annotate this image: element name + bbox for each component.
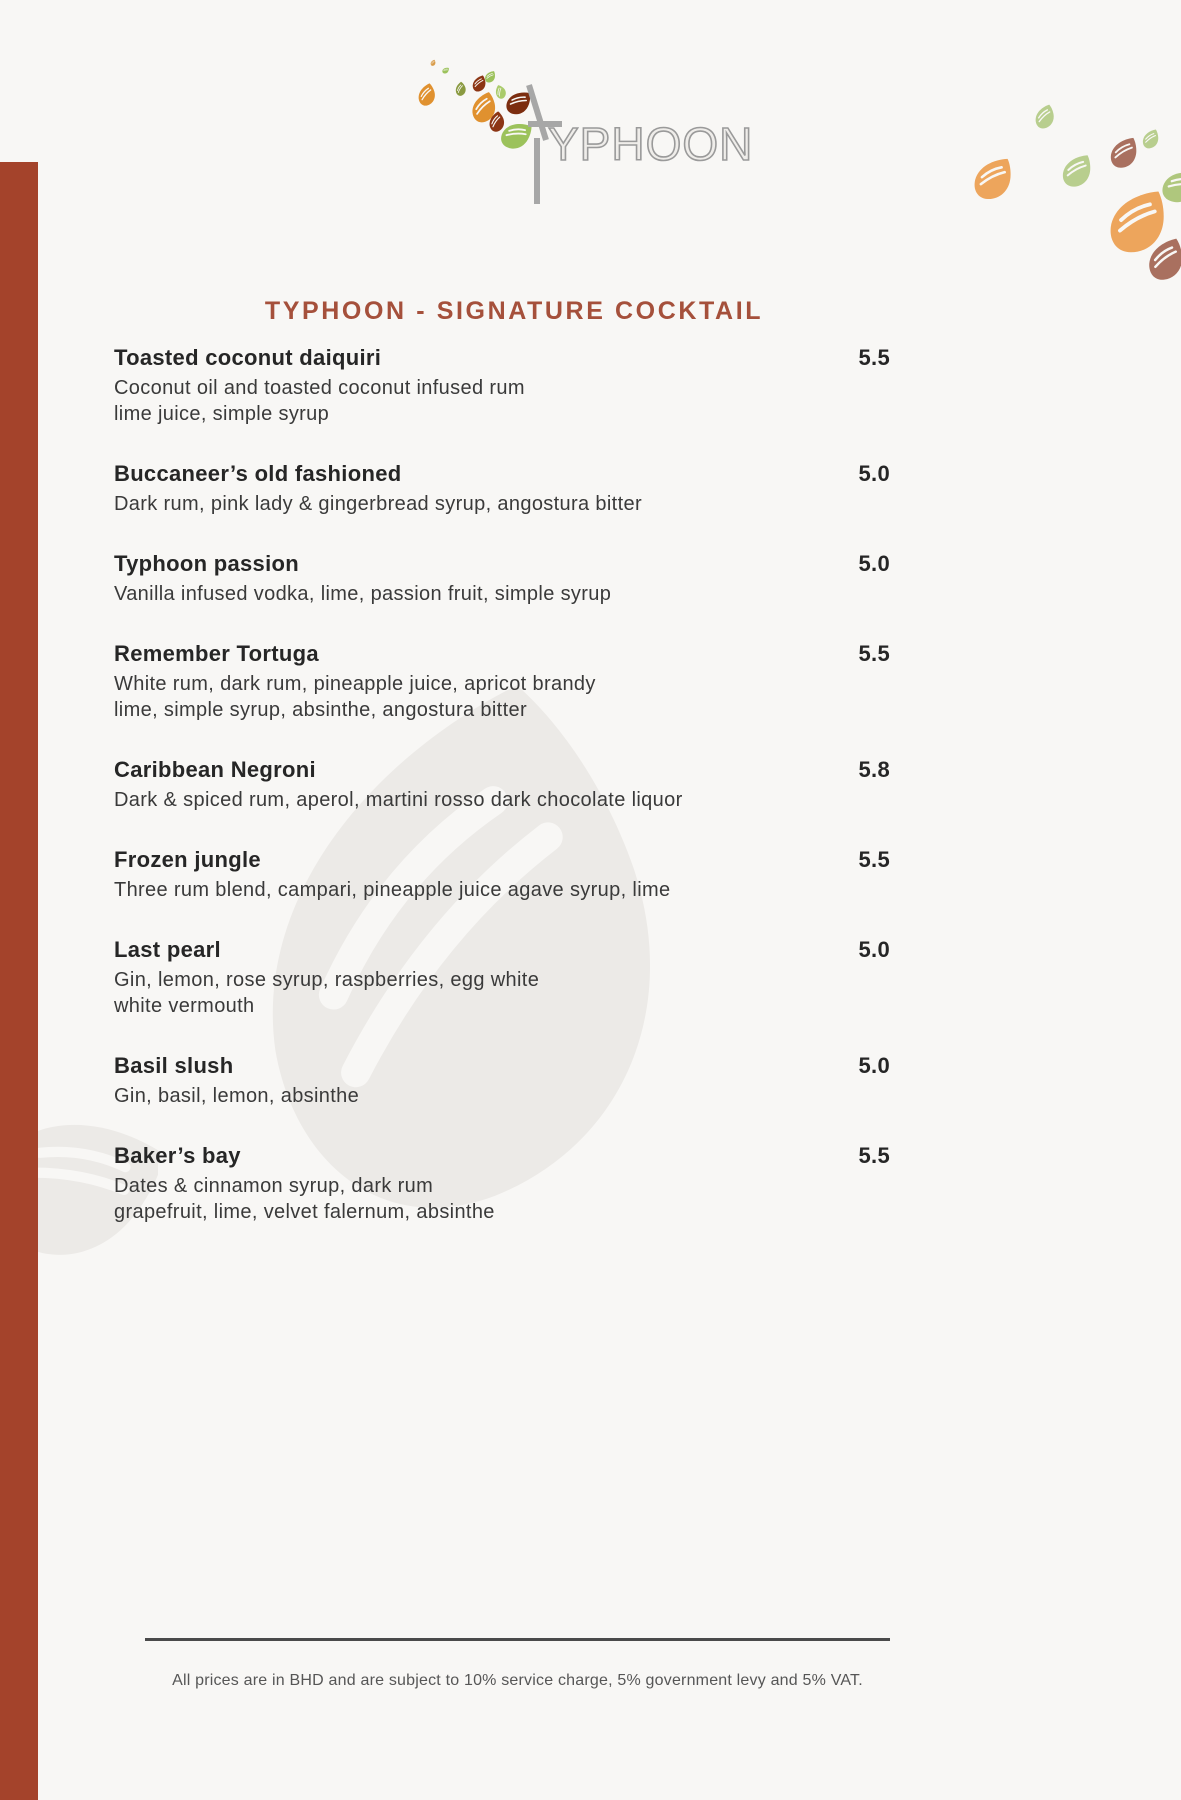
menu-item-price: 5.5 [858, 1143, 890, 1168]
menu-item-description [114, 877, 890, 903]
menu-item-description [114, 1173, 890, 1225]
menu-item [114, 1143, 890, 1225]
leaf-cluster-decoration [960, 95, 1181, 280]
leaf-icon [414, 60, 532, 153]
menu-item-price: 5.5 [858, 641, 890, 666]
menu-item-name: Basil slush [114, 1053, 234, 1078]
menu-item-description [114, 375, 890, 427]
menu-item-description [114, 581, 890, 607]
menu-item-description [114, 491, 890, 517]
menu-item-name: Toasted coconut daiquiri [114, 345, 382, 370]
menu-item-description [114, 787, 890, 813]
menu-item-desc-line: Dark rum, pink lady & gingerbread syrup, angostura bitter [114, 493, 642, 515]
menu-item-price: 5.0 [858, 551, 890, 576]
menu-item [114, 757, 890, 813]
menu-item-name: Frozen jungle [114, 847, 261, 872]
menu-item-desc-line: White rum, dark rum, pineapple juice, apricot brandy [114, 673, 596, 695]
menu-item-desc-line: Vanilla infused vodka, lime, passion fruit, simple syrup [114, 583, 612, 605]
menu-item [114, 345, 890, 427]
menu-item-name: Last pearl [114, 937, 221, 962]
left-accent-bar [0, 162, 38, 1800]
menu-item-desc-line: Dark & spiced rum, aperol, martini rosso dark chocolate liquor [114, 789, 683, 811]
logo-wordmark: YPHOON [548, 118, 754, 170]
menu-item-desc-line: lime juice, simple syrup [114, 403, 330, 425]
menu-item-name: Caribbean Negroni [114, 757, 316, 782]
footer-divider [145, 1638, 890, 1641]
menu-item [114, 937, 890, 1019]
menu-item-desc-line: Gin, basil, lemon, absinthe [114, 1085, 360, 1107]
menu-item-desc-line: white vermouth [114, 995, 255, 1017]
menu-item-price: 5.0 [858, 1053, 890, 1078]
menu-item-price: 5.5 [858, 847, 890, 872]
menu-item-name: Baker’s bay [114, 1143, 241, 1168]
menu-item-price: 5.5 [858, 345, 890, 370]
menu-item [114, 461, 890, 517]
section-title: TYPHOON - SIGNATURE COCKTAIL [264, 297, 764, 325]
menu-item-price: 5.8 [858, 757, 890, 782]
menu-item [114, 1053, 890, 1109]
menu-item-desc-line: lime, simple syrup, absinthe, angostura bitter [114, 699, 527, 721]
menu-item-description [114, 671, 890, 723]
leaf-icon [972, 104, 1181, 280]
menu-item [114, 641, 890, 723]
menu-item [114, 847, 890, 903]
menu-item-desc-line: Gin, lemon, rose syrup, raspberries, egg white [114, 969, 540, 991]
menu-item-desc-line: Three rum blend, campari, pineapple juice agave syrup, lime [114, 879, 671, 901]
menu-list [114, 345, 890, 1259]
menu-item [114, 551, 890, 607]
menu-item-name: Buccaneer’s old fashioned [114, 461, 402, 486]
menu-item-desc-line: Dates & cinnamon syrup, dark rum [114, 1175, 434, 1197]
menu-item-desc-line: grapefruit, lime, velvet falernum, absinthe [114, 1201, 495, 1223]
menu-item-name: Remember Tortuga [114, 641, 319, 666]
menu-item-description [114, 1083, 890, 1109]
menu-item-description [114, 967, 890, 1019]
brand-logo [400, 52, 770, 222]
menu-item-name: Typhoon passion [114, 551, 299, 576]
menu-item-price: 5.0 [858, 461, 890, 486]
menu-item-price: 5.0 [858, 937, 890, 962]
menu-item-desc-line: Coconut oil and toasted coconut infused rum [114, 377, 525, 399]
footer-note: All prices are in BHD and are subject to 10% service charge, 5% government levy and 5% VAT. [172, 1672, 863, 1689]
